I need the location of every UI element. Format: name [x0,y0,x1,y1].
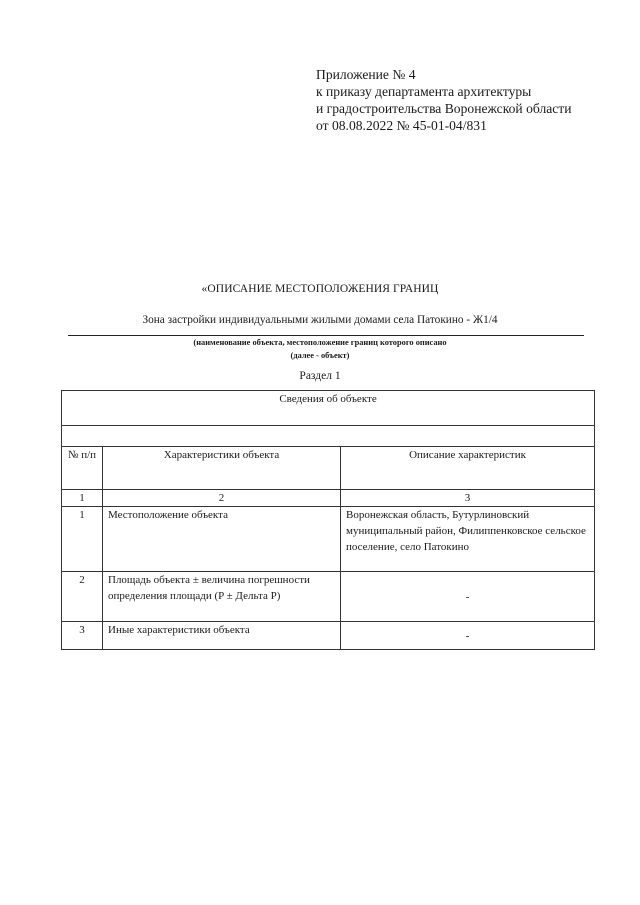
zone-name: Зона застройки индивидуальными жилыми домами села Патокино - Ж1/4 [142,314,498,326]
col-number: 2 [103,490,341,507]
row-description: - [341,572,595,622]
row-characteristic: Площадь объекта ± величина погрешности определения площади (P ± Дельта P) [103,572,341,622]
table-header-row [62,447,595,490]
attachment-order-line: к приказу департамента архитектуры [316,84,532,99]
table-row [62,572,595,622]
caption-object-name: (наименование объекта, местоположение границ которого описано [193,338,447,347]
row-description: Воронежская область, Бутурлиновский муниципальный район, Филиппенковское сельское поселение, село Патокино [341,507,595,572]
table-column-numbers-row [62,490,595,507]
attachment-department-line: и градостроительства Воронежской области [316,101,572,116]
col-number: 1 [62,490,103,507]
col-header-characteristic: Характеристики объекта [103,447,341,490]
row-characteristic: Местоположение объекта [103,507,341,572]
caption-object-alias: (далее - объект) [290,351,350,360]
row-num: 3 [62,622,103,650]
table-row [62,622,595,650]
col-number: 3 [341,490,595,507]
col-header-description: Описание характеристик [341,447,595,490]
table-empty-row [62,426,595,447]
attachment-header [316,66,616,134]
attachment-number: Приложение № 4 [316,67,416,82]
attachment-date-number: от 08.08.2022 № 45-01-04/831 [316,118,487,133]
row-num: 2 [62,572,103,622]
row-characteristic: Иные характеристики объекта [103,622,341,650]
object-info-table [61,390,595,650]
row-num: 1 [62,507,103,572]
col-header-num: № п/п [62,447,103,490]
table-heading: Сведения об объекте [62,391,595,426]
row-description: - [341,622,595,650]
underline-divider [68,335,584,336]
table-row [62,507,595,572]
section-label: Раздел 1 [299,370,341,382]
empty-cell [62,426,595,447]
table-heading-row [62,391,595,426]
document-title: «ОПИСАНИЕ МЕСТОПОЛОЖЕНИЯ ГРАНИЦ [201,283,439,295]
